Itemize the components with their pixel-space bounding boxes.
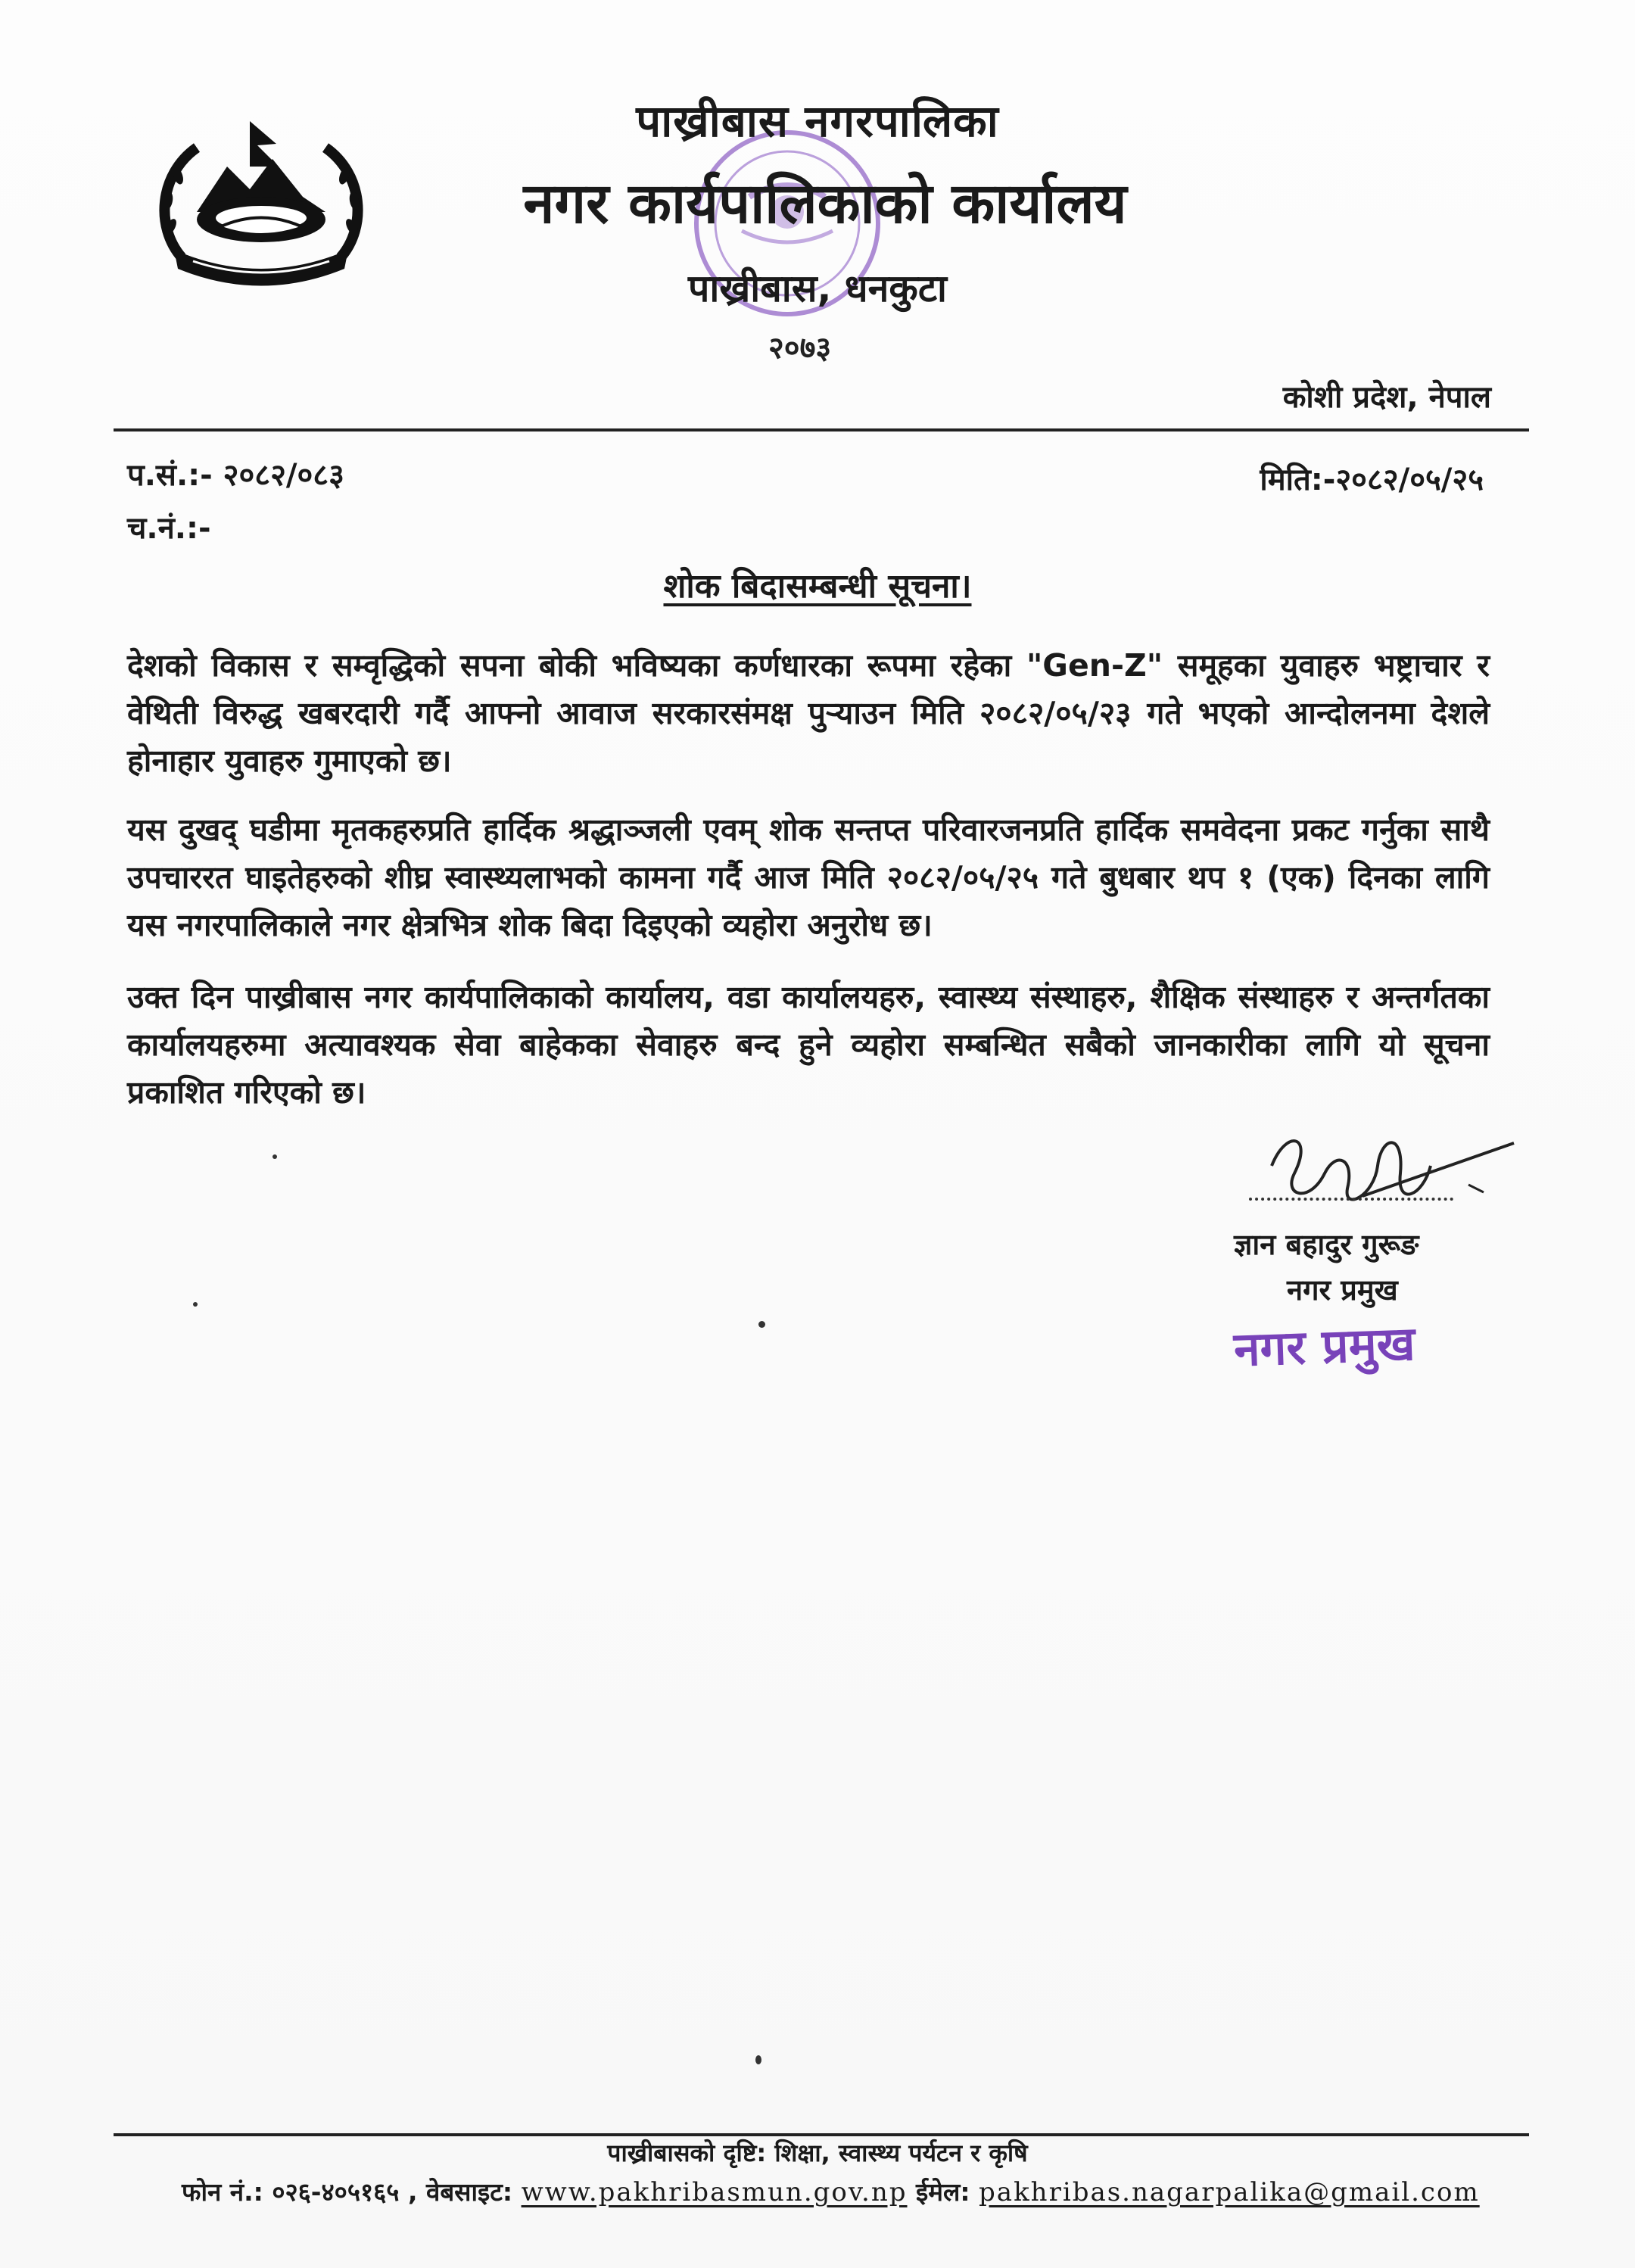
footer-vision: पाख्रीबासको दृष्टि: शिक्षा, स्वास्थ्य पर्यटन र कृषि	[607, 2139, 1028, 2167]
body-paragraph-2: यस दुखद् घडीमा मृतकहरुप्रति हार्दिक श्रद्धाञ्जली एवम् शोक सन्तप्त परिवारजनप्रति हार्दिक समवेदना प्रकट गर्नुका साथै उपचाररत घाइतेहरुको शीघ्र स्वास्थ्यलाभको कामना गर्दै आज मिति २०८२/०५/२५ गते बुधबार थप १ (एक) दिनका लागि यस नगरपालिकाले नगर क्षेत्रभित्र शोक बिदा दिइएको व्यहोरा अनुरोध छ।	[127, 812, 1490, 943]
scan-speck	[272, 1154, 277, 1159]
email-link[interactable]: pakhribas.nagarpalika@gmail.com	[979, 2177, 1480, 2207]
scan-speck	[758, 1321, 765, 1328]
letter-date: मिति:-२०८२/०५/२५	[1260, 463, 1484, 497]
signature-icon	[1241, 1113, 1521, 1234]
municipality-name: पाख्रीबास नगरपालिका	[636, 95, 999, 147]
footer-phone: फोन नं.: ०२६-४०५१६५ , वेबसाइट:	[182, 2177, 513, 2207]
signature-line	[1249, 1198, 1453, 1201]
website-link[interactable]: www.pakhribasmun.gov.np	[521, 2177, 908, 2207]
letter-subject	[0, 562, 1635, 607]
office-location: पाख्रीबास, धनकुटा	[687, 266, 947, 310]
footer-contact	[182, 2174, 1480, 2208]
signatory-title: नगर प्रमुख	[1287, 1273, 1398, 1307]
nepal-emblem-icon	[151, 114, 371, 288]
office-title: नगर कार्यपालिकाको कार्यालय	[523, 171, 1127, 236]
body-paragraph-1: देशको विकास र सम्वृद्धिको सपना बोकी भविष्यका कर्णधारका रूपमा रहेका "Gen-Z" समूहका युवाहरु भष्ट्राचार र वेथिती विरुद्ध खबरदारी गर्दै आफ्नो आवाज सरकारसंमक्ष पुऱ्याउन मिति २०८२/०५/२३ गते भएको आन्दोलनमा देशले होनाहार युवाहरु गुमाएको छ।	[127, 647, 1490, 779]
dispatch-number: च.नं.:-	[127, 511, 211, 546]
province-label: कोशी प्रदेश, नेपाल	[1282, 380, 1491, 415]
footer-email-label: ईमेल:	[916, 2177, 970, 2207]
scan-speck	[755, 2055, 761, 2064]
signatory-name: ज्ञान बहादुर गुरूङ	[1234, 1228, 1419, 1261]
stamp-year: २०७३	[768, 331, 832, 366]
scan-speck	[193, 1302, 198, 1307]
mayor-seal-stamp: नगर प्रमुख	[1232, 1315, 1416, 1378]
body-paragraph-3: उक्त दिन पाख्रीबास नगर कार्यपालिकाको कार्यालय, वडा कार्यालयहरु, स्वास्थ्य संस्थाहरु, शैक्षिक संस्थाहरु र अन्तर्गतका कार्यालयहरुमा अत्यावश्यक सेवा बाहेकका सेवाहरु बन्द हुने व्यहोरा सम्बन्धित सबैको जानकारीका लागि यो सूचना प्रकाशित गरिएको छ।	[127, 979, 1490, 1111]
reference-number: प.सं.:- २०८२/०८३	[127, 458, 344, 493]
subject-text: शोक बिदासम्बन्धी सूचना।	[663, 567, 972, 606]
header-divider	[114, 428, 1529, 431]
